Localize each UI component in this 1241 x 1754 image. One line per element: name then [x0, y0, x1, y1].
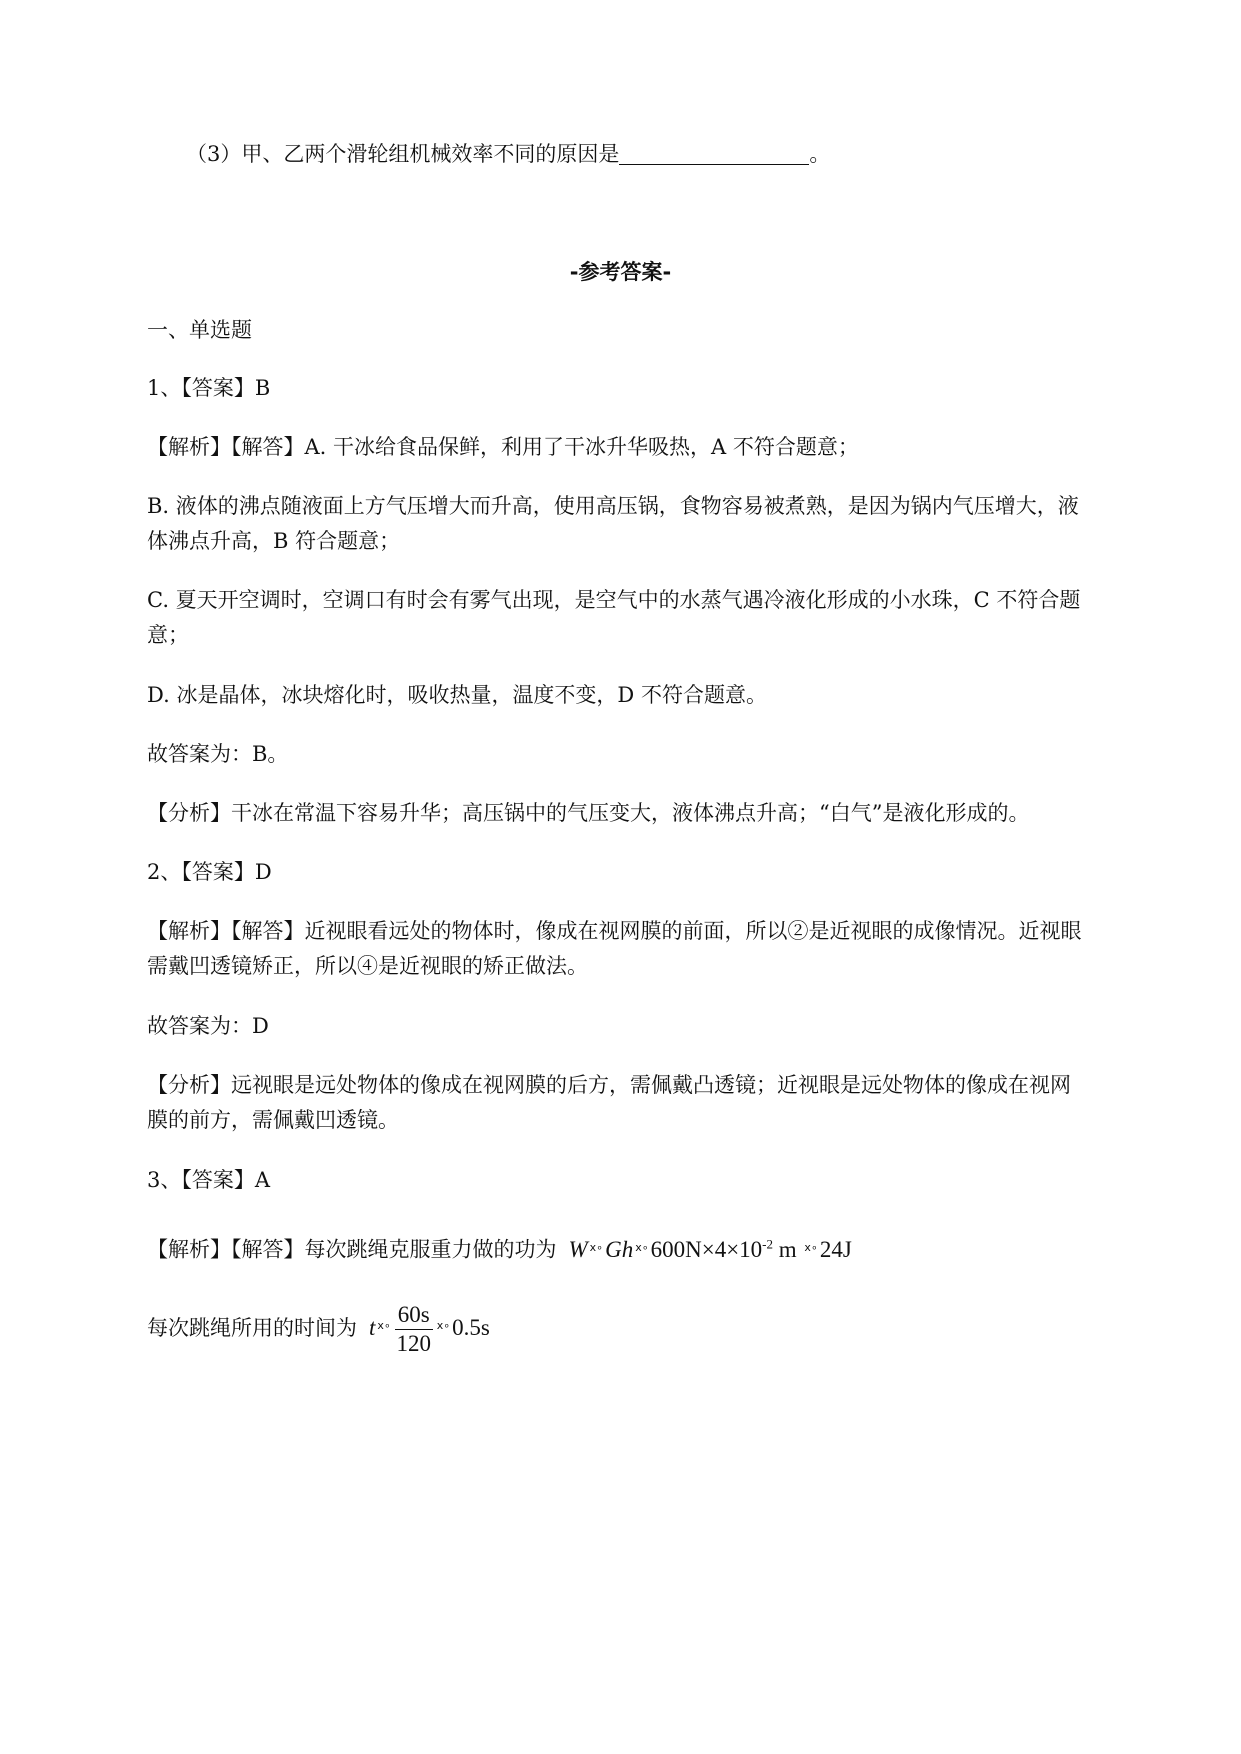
q1-option-c-line1: C. 夏天开空调时，空调口有时会有雾气出现，是空气中的水蒸气遇冷液化形成的小水珠，C 不符合题 [147, 588, 1081, 612]
q2-fenxi-line2: 膜的前方，需佩戴凹透镜。 [147, 1108, 399, 1132]
section-title: 一、单选题 [147, 318, 252, 342]
answer-heading: -参考答案- [569, 260, 672, 284]
q1-option-c-line2: 意； [147, 623, 189, 647]
q2-answer: 2、【答案】D [147, 860, 272, 884]
q2-analysis-line2: 需戴凹透镜矫正，所以④是近视眼的矫正做法。 [147, 954, 588, 978]
question-3-text: （3）甲、乙两个滑轮组机械效率不同的原因是 [186, 142, 620, 166]
q2-conclusion: 故答案为：D [147, 1014, 269, 1038]
q1-option-b-line1: B. 液体的沸点随液面上方气压增大而升高，使用高压锅，食物容易被煮熟，是因为锅内气压增大，液 [147, 494, 1079, 518]
q3-answer: 3、【答案】A [147, 1168, 271, 1192]
q3-analysis: 【解析】【解答】每次跳绳克服重力做的功为 W $^{ⅹ\circ}$Gh $^{ⅹ\circ}600N\times 4\times 10^{-2}$ m $^{ⅹ\circ}$24J [147, 1236, 852, 1262]
q1-option-d: D. 冰是晶体，冰块熔化时，吸收热量，温度不变，D 不符合题意。 [147, 683, 767, 707]
q1-answer: 1、【答案】B [147, 376, 271, 400]
q2-fenxi-line1: 【分析】远视眼是远处物体的像成在视网膜的后方，需佩戴凸透镜；近视眼是远处物体的像成在视网 [147, 1073, 1071, 1097]
answer-blank[interactable] [619, 142, 809, 165]
q1-analysis: 【解析】【解答】A. 干冰给食品保鲜，利用了干冰升华吸热，A 不符合题意； [147, 435, 859, 459]
work-equation: W $^{ⅹ\circ}$Gh $^{ⅹ\circ}600N\times 4\times 10^{-2}$ m $^{ⅹ\circ}$24J [568, 1236, 852, 1262]
q1-conclusion: 故答案为：B。 [147, 742, 289, 766]
q1-fenxi: 【分析】干冰在常温下容易升华；高压锅中的气压变大，液体沸点升高；“白气”是液化形成的。 [147, 801, 1030, 825]
time-equation: t $^{ⅹ\circ}$ $\frac{60s}{120}$ $^{ⅹ\circ}$0.5s [369, 1302, 490, 1357]
question-3: （3）甲、乙两个滑轮组机械效率不同的原因是 。 [186, 142, 831, 166]
q2-analysis-line1: 【解析】【解答】近视眼看远处的物体时，像成在视网膜的前面，所以②是近视眼的成像情况。近视眼 [147, 919, 1082, 943]
time-fraction: $\frac{60s}{120}$ [396, 1302, 432, 1357]
q3-time: 每次跳绳所用的时间为 t $^{ⅹ\circ}$ $\frac{60s}{120}$ $^{ⅹ\circ}$0.5s [147, 1302, 490, 1357]
q1-option-b-line2: 体沸点升高，B 符合题意； [147, 529, 401, 553]
